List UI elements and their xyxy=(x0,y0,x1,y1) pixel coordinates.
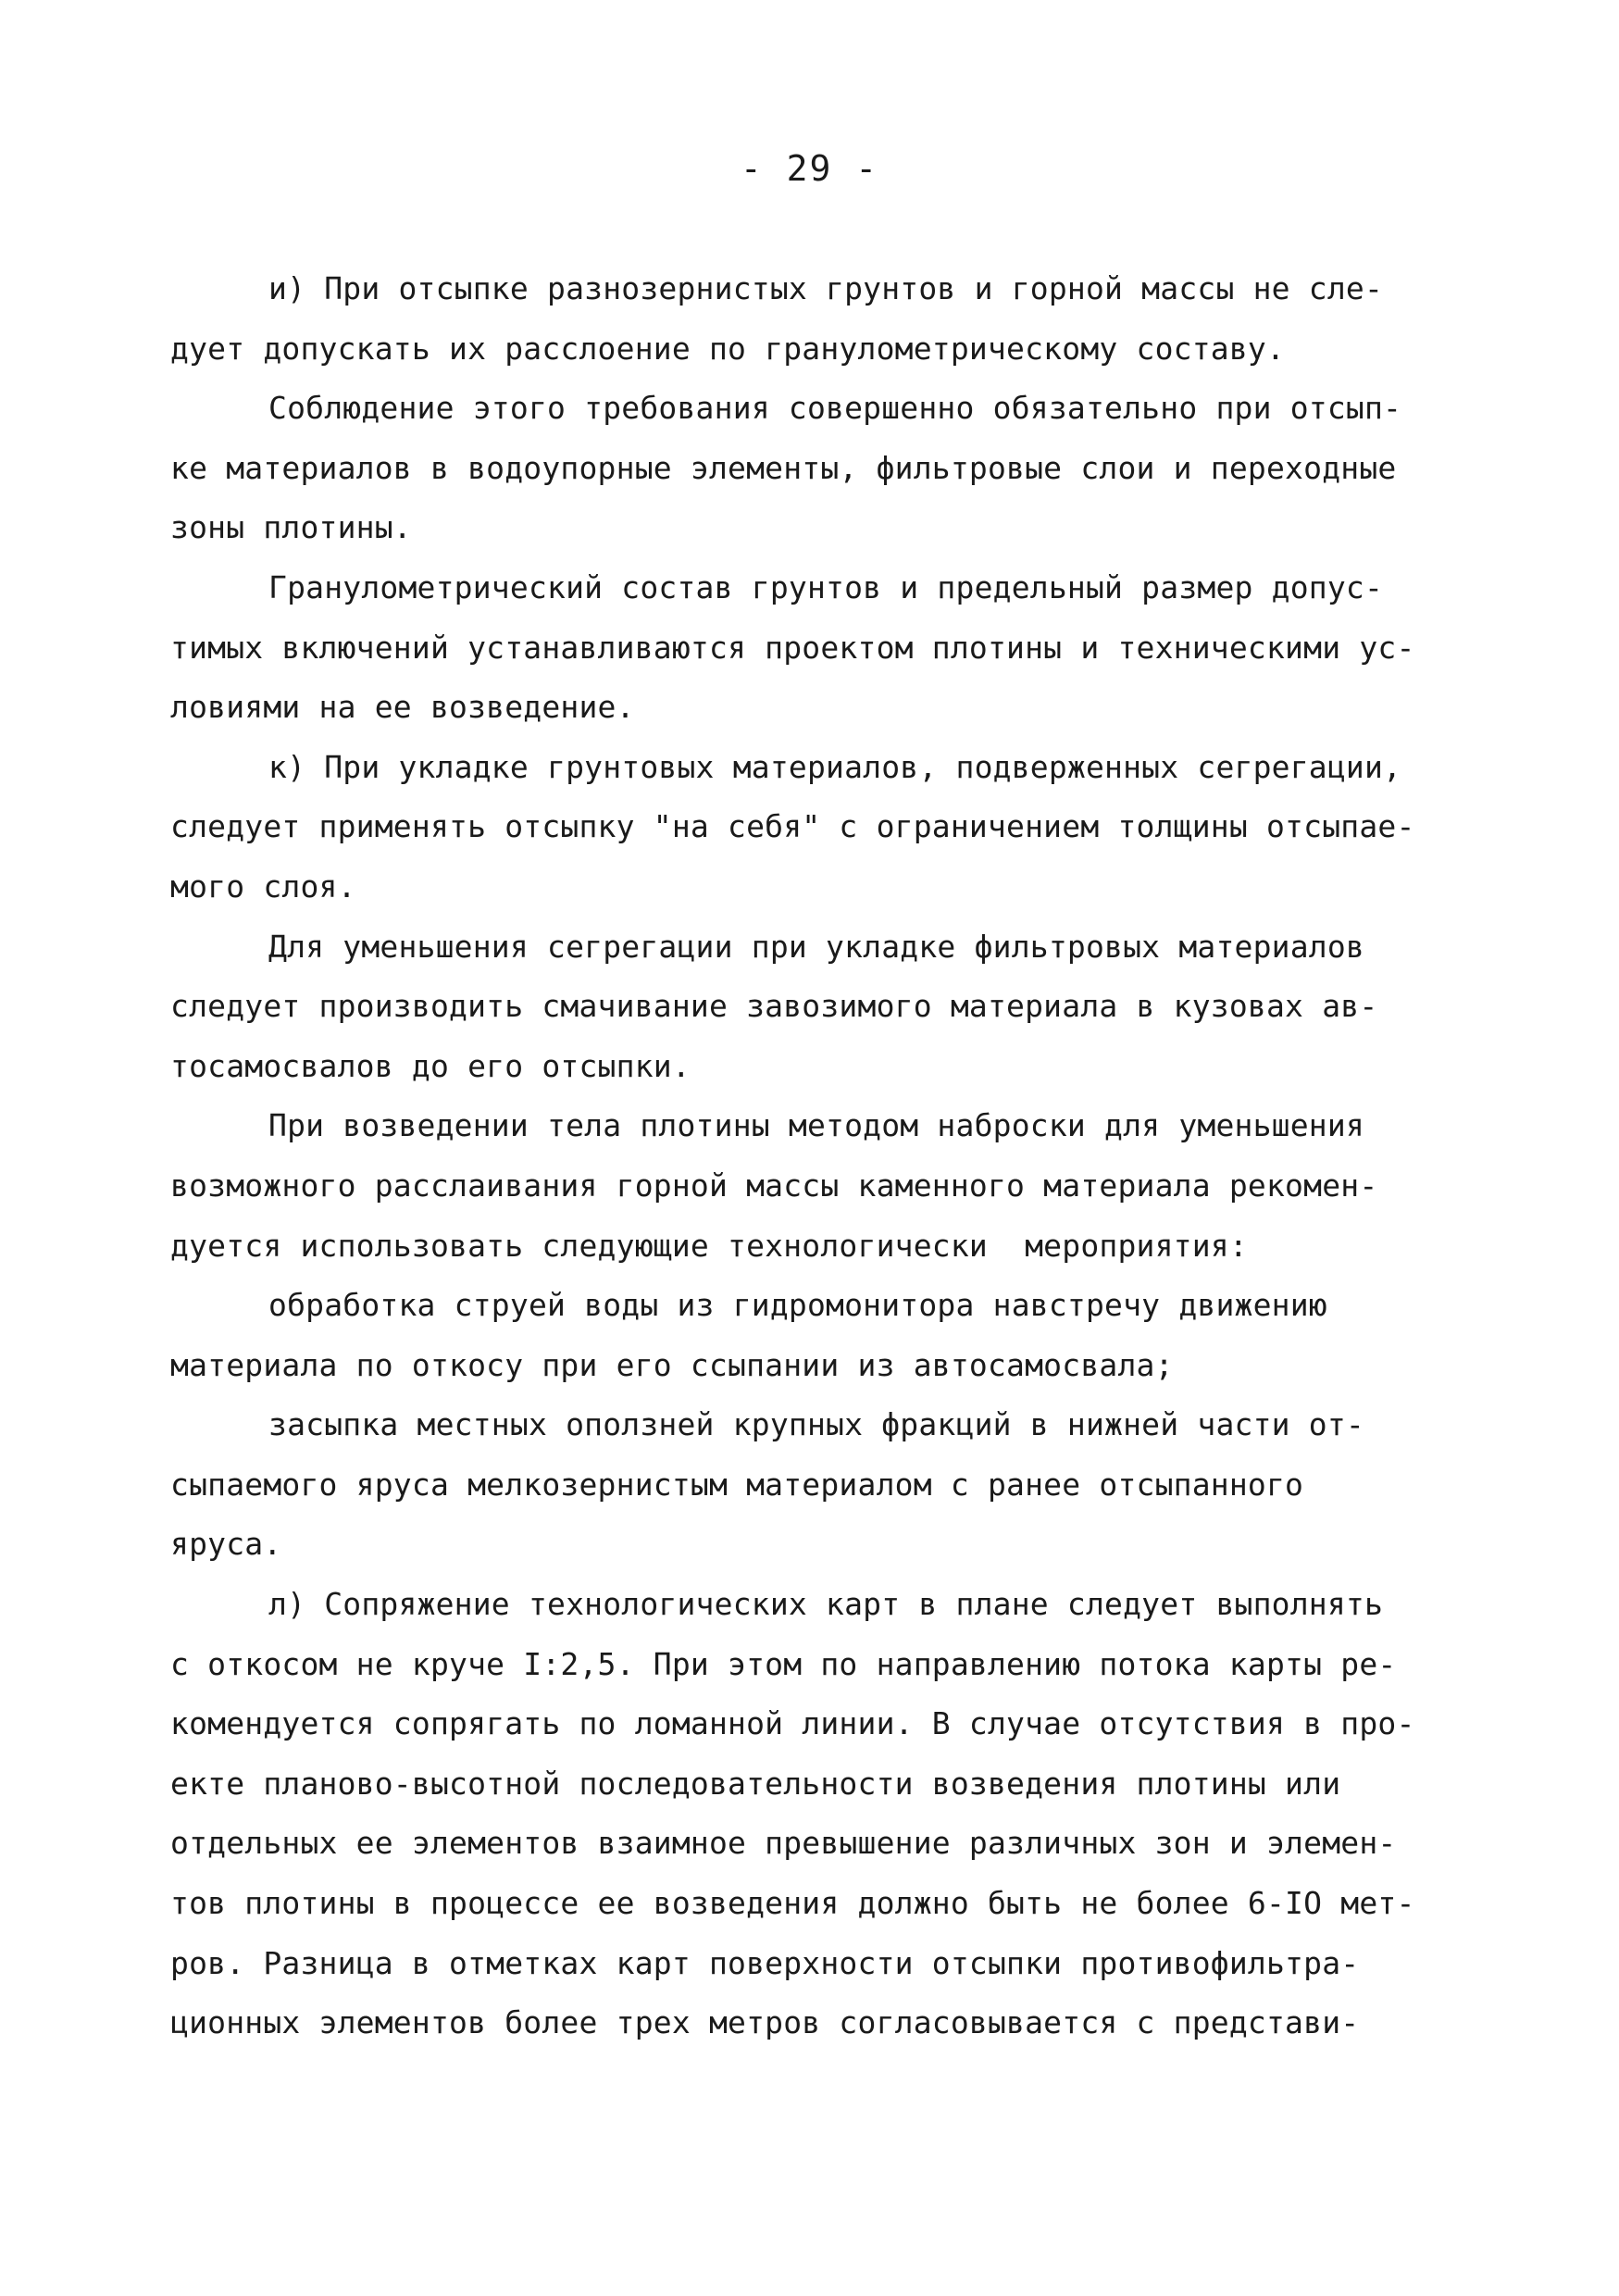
text-line: тимых включений устанавливаются проектом плотины и техническими ус- xyxy=(170,629,1415,666)
text-line: Соблюдение этого требования совершенно обязательно при отсып- xyxy=(268,390,1402,427)
text-line: тосамосвалов до его отсыпки. xyxy=(170,1047,691,1084)
text-line: екте планово-высотной последовательности возведения плотины или xyxy=(170,1765,1341,1802)
text-line: ров. Разница в отметках карт поверхности отсыпки противофильтра- xyxy=(170,1944,1360,1981)
text-line: тов плотины в процессе ее возведения должно быть не более 6-IO мет- xyxy=(170,1885,1415,1922)
text-line: мого слоя. xyxy=(170,867,356,905)
text-line: зоны плотины. xyxy=(170,509,412,546)
text-line: к) При укладке грунтовых материалов, подверженных сегрегации, xyxy=(268,748,1402,785)
text-line: отдельных ее элементов взаимное превышение различных зон и элемен- xyxy=(170,1825,1397,1862)
text-line: следует применять отсыпку "на себя" с ограничением толщины отсыпае- xyxy=(170,808,1415,845)
text-line: ке материалов в водоупорные элементы, фильтровые слои и переходные xyxy=(170,449,1397,486)
text-line: возможного расслаивания горной массы каменного материала рекомен- xyxy=(170,1167,1378,1204)
text-line: и) При отсыпке разнозернистых грунтов и горной массы не сле- xyxy=(268,270,1384,306)
text-line: с откосом не круче I:2,5. При этом по направлению потока карты ре- xyxy=(170,1645,1397,1682)
text-line: л) Сопряжение технологических карт в плане следует выполнять xyxy=(268,1586,1384,1623)
text-line: ционных элементов более трех метров согласовывается с представи- xyxy=(170,2004,1360,2041)
document-body xyxy=(170,259,1448,2053)
text-line: При возведении тела плотины методом наброски для уменьшения xyxy=(268,1107,1364,1144)
text-line: следует производить смачивание завозимого материала в кузовах ав- xyxy=(170,988,1378,1025)
text-line: дует допускать их расслоение по гранулометрическому составу. xyxy=(170,330,1286,367)
text-line: ловиями на ее возведение. xyxy=(170,689,635,726)
text-line: комендуется сопрягать по ломанной линии. В случае отсутствия в про- xyxy=(170,1705,1415,1742)
text-line: обработка струей воды из гидромонитора навстречу движению xyxy=(268,1287,1327,1324)
text-line: Гранулометрический состав грунтов и предельный размер допус- xyxy=(268,568,1384,605)
text-line: яруса. xyxy=(170,1526,282,1563)
text-line: засыпка местных оползней крупных фракций в нижней части от- xyxy=(268,1406,1364,1443)
page-number: - 29 - xyxy=(740,148,879,189)
text-line: материала по откосу при его ссыпании из автосамосвала; xyxy=(170,1346,1174,1383)
text-line: дуется использовать следующие технологически мероприятия: xyxy=(170,1227,1248,1264)
text-line: Для уменьшения сегрегации при укладке фильтровых материалов xyxy=(268,928,1364,965)
text-line: сыпаемого яруса мелкозернистым материалом с ранее отсыпанного xyxy=(170,1466,1304,1503)
